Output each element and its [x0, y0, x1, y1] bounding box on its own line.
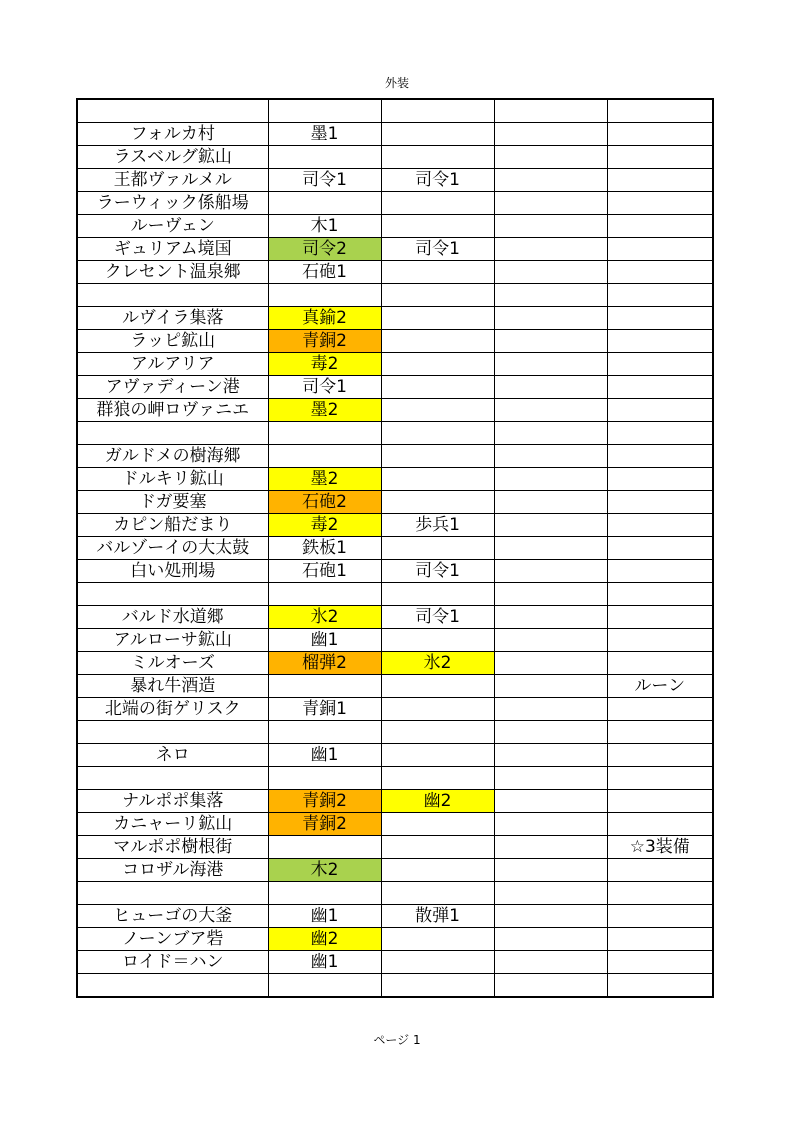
location-cell: フォルカ村 — [77, 123, 268, 146]
location-cell — [77, 99, 268, 123]
equipment-cell — [268, 836, 381, 859]
equipment-cell — [381, 399, 494, 422]
equipment-cell — [494, 399, 607, 422]
equipment-cell: 散弾1 — [381, 905, 494, 928]
equipment-cell — [381, 813, 494, 836]
equipment-cell — [494, 514, 607, 537]
equipment-cell — [494, 928, 607, 951]
equipment-cell — [268, 445, 381, 468]
equipment-cell: ☆3装備 — [607, 836, 713, 859]
equipment-cell — [381, 974, 494, 998]
equipment-cell — [494, 790, 607, 813]
equipment-cell: 司令1 — [381, 238, 494, 261]
equipment-cell: 青銅1 — [268, 698, 381, 721]
equipment-cell — [381, 376, 494, 399]
equipment-cell — [607, 261, 713, 284]
equipment-cell — [607, 445, 713, 468]
location-cell: アルアリア — [77, 353, 268, 376]
equipment-cell — [607, 491, 713, 514]
equipment-cell — [381, 491, 494, 514]
location-cell: バルゾーイの大太鼓 — [77, 537, 268, 560]
table-row — [77, 583, 713, 606]
equipment-cell — [381, 675, 494, 698]
table-row — [77, 629, 713, 652]
equipment-cell — [607, 376, 713, 399]
location-cell: ルヴイラ集落 — [77, 307, 268, 330]
equipment-cell: 毒2 — [268, 353, 381, 376]
table-row — [77, 606, 713, 629]
equipment-cell — [494, 859, 607, 882]
equipment-cell — [494, 284, 607, 307]
table-row — [77, 491, 713, 514]
table-row — [77, 169, 713, 192]
table-row — [77, 767, 713, 790]
table-row — [77, 951, 713, 974]
table-row — [77, 238, 713, 261]
equipment-cell — [494, 422, 607, 445]
table-row — [77, 698, 713, 721]
equipment-cell — [607, 399, 713, 422]
equipment-cell — [268, 974, 381, 998]
equipment-cell — [268, 882, 381, 905]
equipment-cell — [494, 606, 607, 629]
equipment-cell — [381, 859, 494, 882]
equipment-cell — [268, 767, 381, 790]
equipment-cell — [494, 353, 607, 376]
table-row — [77, 652, 713, 675]
equipment-cell — [607, 468, 713, 491]
equipment-cell — [494, 261, 607, 284]
table-row — [77, 468, 713, 491]
location-cell: 白い処刑場 — [77, 560, 268, 583]
equipment-cell — [268, 284, 381, 307]
location-cell: ノーンブア砦 — [77, 928, 268, 951]
equipment-cell: 司令1 — [268, 376, 381, 399]
location-cell — [77, 721, 268, 744]
equipment-cell — [607, 192, 713, 215]
equipment-cell — [381, 99, 494, 123]
table-row — [77, 974, 713, 998]
equipment-cell — [381, 215, 494, 238]
equipment-cell — [494, 560, 607, 583]
equipment-cell — [381, 836, 494, 859]
table-row — [77, 146, 713, 169]
equipment-cell: 真鍮2 — [268, 307, 381, 330]
table-body — [77, 99, 713, 997]
equipment-cell — [268, 721, 381, 744]
location-cell: ヒューゴの大釜 — [77, 905, 268, 928]
equipment-table — [76, 98, 714, 998]
equipment-cell — [607, 698, 713, 721]
location-cell: カニャーリ鉱山 — [77, 813, 268, 836]
equipment-cell — [607, 721, 713, 744]
table-row — [77, 675, 713, 698]
equipment-cell — [381, 583, 494, 606]
location-cell: ラッピ鉱山 — [77, 330, 268, 353]
equipment-cell: 木1 — [268, 215, 381, 238]
equipment-cell — [494, 123, 607, 146]
table-row — [77, 882, 713, 905]
equipment-cell — [268, 99, 381, 123]
equipment-cell — [494, 169, 607, 192]
equipment-cell — [607, 905, 713, 928]
table-row — [77, 560, 713, 583]
equipment-cell — [607, 238, 713, 261]
equipment-cell — [494, 652, 607, 675]
equipment-cell: 司令1 — [381, 560, 494, 583]
location-cell — [77, 422, 268, 445]
equipment-cell — [494, 468, 607, 491]
equipment-cell: 墨2 — [268, 399, 381, 422]
location-cell: ギュリアム境国 — [77, 238, 268, 261]
equipment-cell — [607, 859, 713, 882]
equipment-cell — [607, 974, 713, 998]
equipment-cell: 毒2 — [268, 514, 381, 537]
equipment-cell: 氷2 — [268, 606, 381, 629]
equipment-cell — [607, 744, 713, 767]
equipment-cell — [607, 330, 713, 353]
equipment-cell: 幽1 — [268, 905, 381, 928]
equipment-cell — [381, 284, 494, 307]
equipment-cell — [494, 491, 607, 514]
table-row — [77, 744, 713, 767]
location-cell: ミルオーズ — [77, 652, 268, 675]
equipment-cell: 墨1 — [268, 123, 381, 146]
location-cell — [77, 284, 268, 307]
equipment-cell — [494, 215, 607, 238]
location-cell: ナルポポ集落 — [77, 790, 268, 813]
equipment-cell — [494, 951, 607, 974]
equipment-cell — [494, 99, 607, 123]
equipment-cell — [381, 537, 494, 560]
location-cell: ドルキリ鉱山 — [77, 468, 268, 491]
equipment-cell — [381, 445, 494, 468]
equipment-cell — [268, 146, 381, 169]
table-row — [77, 790, 713, 813]
location-cell: ラスベルグ鉱山 — [77, 146, 268, 169]
equipment-cell — [607, 790, 713, 813]
equipment-cell — [268, 192, 381, 215]
equipment-cell — [494, 629, 607, 652]
location-cell: クレセント温泉郷 — [77, 261, 268, 284]
equipment-cell: 石砲1 — [268, 261, 381, 284]
equipment-cell: 司令1 — [381, 169, 494, 192]
equipment-cell: 青銅2 — [268, 790, 381, 813]
equipment-cell: 幽2 — [268, 928, 381, 951]
location-cell: カピン船だまり — [77, 514, 268, 537]
table-row — [77, 353, 713, 376]
equipment-cell — [268, 583, 381, 606]
equipment-cell: ルーン — [607, 675, 713, 698]
equipment-cell — [494, 974, 607, 998]
table-row — [77, 284, 713, 307]
location-cell — [77, 974, 268, 998]
equipment-cell: 鉄板1 — [268, 537, 381, 560]
location-cell — [77, 583, 268, 606]
equipment-cell — [494, 330, 607, 353]
location-cell: ネロ — [77, 744, 268, 767]
equipment-cell — [607, 767, 713, 790]
equipment-cell — [381, 123, 494, 146]
location-cell: バルド水道郷 — [77, 606, 268, 629]
equipment-cell — [607, 652, 713, 675]
equipment-cell — [607, 146, 713, 169]
table-row — [77, 836, 713, 859]
location-cell: ロイド＝ハン — [77, 951, 268, 974]
table-row — [77, 261, 713, 284]
table-row — [77, 192, 713, 215]
equipment-cell — [607, 123, 713, 146]
location-cell: 群狼の岬ロヴァニエ — [77, 399, 268, 422]
equipment-cell — [494, 905, 607, 928]
equipment-cell — [607, 307, 713, 330]
equipment-cell: 歩兵1 — [381, 514, 494, 537]
location-cell: マルポポ樹根街 — [77, 836, 268, 859]
equipment-cell: 青銅2 — [268, 330, 381, 353]
equipment-cell: 幽1 — [268, 744, 381, 767]
equipment-cell — [494, 537, 607, 560]
equipment-cell — [381, 721, 494, 744]
table-row — [77, 859, 713, 882]
equipment-cell — [607, 813, 713, 836]
equipment-cell — [607, 215, 713, 238]
table-row — [77, 928, 713, 951]
equipment-cell — [607, 606, 713, 629]
equipment-cell — [494, 376, 607, 399]
equipment-cell: 榴弾2 — [268, 652, 381, 675]
equipment-cell — [607, 882, 713, 905]
equipment-cell — [607, 629, 713, 652]
table-row — [77, 215, 713, 238]
location-cell: ドガ要塞 — [77, 491, 268, 514]
equipment-cell — [381, 261, 494, 284]
equipment-cell — [381, 192, 494, 215]
equipment-cell — [607, 928, 713, 951]
equipment-cell: 司令1 — [268, 169, 381, 192]
equipment-cell — [494, 583, 607, 606]
equipment-cell — [381, 767, 494, 790]
equipment-cell — [381, 928, 494, 951]
equipment-cell — [607, 422, 713, 445]
table-row — [77, 422, 713, 445]
location-cell — [77, 767, 268, 790]
equipment-cell: 墨2 — [268, 468, 381, 491]
equipment-cell — [494, 882, 607, 905]
equipment-cell: 司令1 — [381, 606, 494, 629]
location-cell: ルーヴェン — [77, 215, 268, 238]
equipment-cell — [381, 629, 494, 652]
location-cell — [77, 882, 268, 905]
table-row — [77, 445, 713, 468]
equipment-cell — [381, 330, 494, 353]
page-header: 外装 — [384, 76, 409, 90]
equipment-cell — [494, 721, 607, 744]
equipment-cell — [381, 951, 494, 974]
equipment-cell — [494, 192, 607, 215]
equipment-cell — [494, 836, 607, 859]
location-cell: 暴れ牛酒造 — [77, 675, 268, 698]
location-cell: アルローサ鉱山 — [77, 629, 268, 652]
equipment-cell — [607, 951, 713, 974]
location-cell: 王都ヴァルメル — [77, 169, 268, 192]
equipment-cell — [268, 675, 381, 698]
table-row — [77, 307, 713, 330]
equipment-cell — [607, 353, 713, 376]
equipment-cell: 幽2 — [381, 790, 494, 813]
equipment-cell: 木2 — [268, 859, 381, 882]
equipment-cell: 青銅2 — [268, 813, 381, 836]
equipment-cell — [494, 238, 607, 261]
equipment-cell — [494, 445, 607, 468]
equipment-cell: 幽1 — [268, 951, 381, 974]
table-row — [77, 537, 713, 560]
equipment-cell — [494, 744, 607, 767]
location-cell: ラーウィック係船場 — [77, 192, 268, 215]
table-row — [77, 99, 713, 123]
equipment-cell: 石砲2 — [268, 491, 381, 514]
location-cell: ガルドメの樹海郷 — [77, 445, 268, 468]
equipment-cell — [607, 99, 713, 123]
equipment-cell — [607, 514, 713, 537]
table-row — [77, 721, 713, 744]
equipment-cell — [607, 284, 713, 307]
table-row — [77, 905, 713, 928]
equipment-cell — [494, 698, 607, 721]
equipment-cell — [268, 422, 381, 445]
equipment-cell — [381, 882, 494, 905]
equipment-cell — [607, 169, 713, 192]
equipment-cell — [381, 744, 494, 767]
equipment-cell — [381, 353, 494, 376]
equipment-cell — [494, 767, 607, 790]
equipment-cell — [607, 583, 713, 606]
equipment-cell — [494, 813, 607, 836]
page-footer: ページ 1 — [373, 1033, 421, 1047]
table-row — [77, 514, 713, 537]
equipment-cell — [494, 146, 607, 169]
table-row — [77, 376, 713, 399]
equipment-cell — [381, 307, 494, 330]
equipment-cell — [607, 560, 713, 583]
table-row — [77, 123, 713, 146]
equipment-cell — [607, 537, 713, 560]
equipment-cell: 石砲1 — [268, 560, 381, 583]
equipment-cell — [381, 468, 494, 491]
equipment-cell — [381, 698, 494, 721]
location-cell: コロザル海港 — [77, 859, 268, 882]
location-cell: アヴァディーン港 — [77, 376, 268, 399]
table-row — [77, 399, 713, 422]
equipment-cell: 氷2 — [381, 652, 494, 675]
equipment-cell: 司令2 — [268, 238, 381, 261]
equipment-cell — [381, 146, 494, 169]
table-row — [77, 330, 713, 353]
equipment-cell — [494, 675, 607, 698]
table-row — [77, 813, 713, 836]
location-cell: 北端の街ゲリスク — [77, 698, 268, 721]
equipment-cell: 幽1 — [268, 629, 381, 652]
equipment-cell — [381, 422, 494, 445]
equipment-cell — [494, 307, 607, 330]
